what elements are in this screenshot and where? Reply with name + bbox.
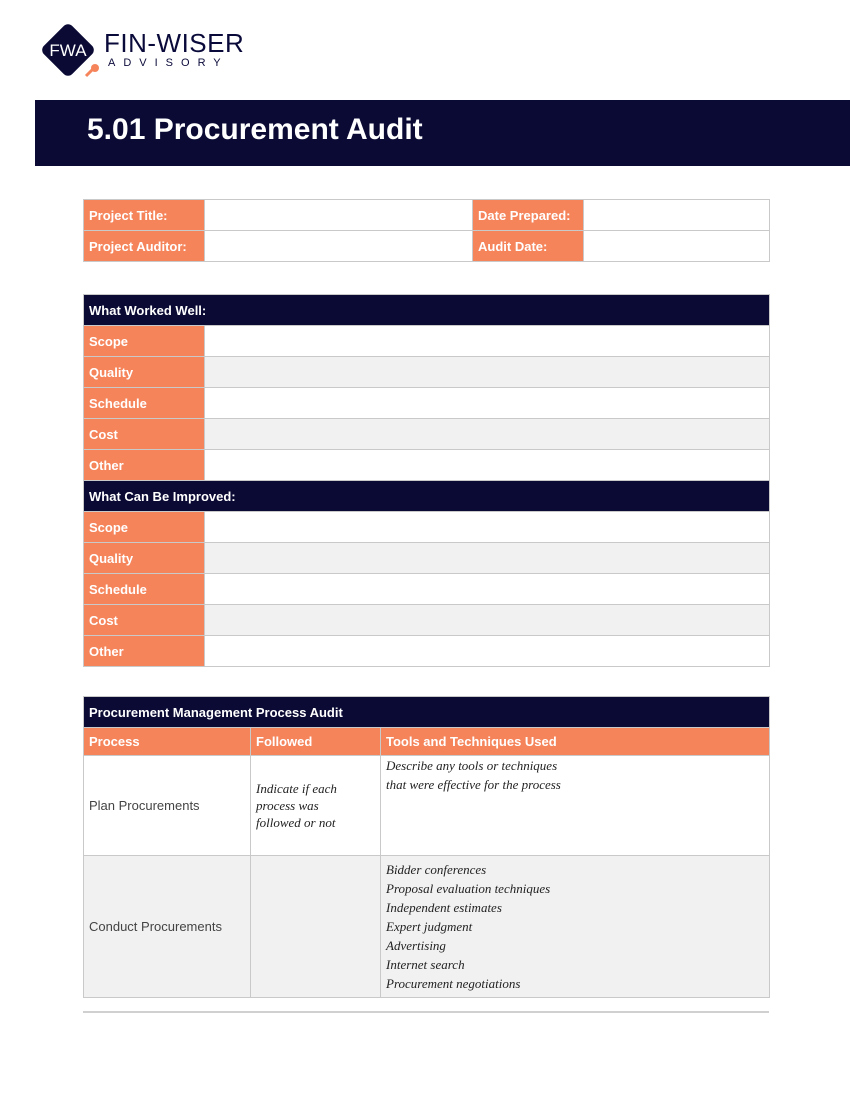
table-row	[84, 856, 770, 998]
worked-well-heading: What Worked Well:	[84, 295, 770, 326]
followed-field[interactable]	[251, 756, 381, 856]
table-row	[84, 326, 770, 357]
table-row	[84, 419, 770, 450]
project-auditor-field[interactable]	[205, 231, 473, 262]
process-name: Conduct Procurements	[84, 856, 251, 998]
logo-monogram: FWA	[49, 41, 87, 60]
improved-field[interactable]	[205, 574, 770, 605]
tools-line: Expert judgment	[386, 919, 473, 934]
tools-line: that were effective for the process	[386, 777, 561, 792]
table-row	[84, 200, 770, 231]
table-row	[84, 450, 770, 481]
brand-name: FIN-WISER	[104, 28, 245, 58]
worked-well-field[interactable]	[205, 450, 770, 481]
followed-hint-line: Indicate if each	[256, 781, 337, 796]
worked-well-field[interactable]	[205, 388, 770, 419]
process-name: Plan Procurements	[84, 756, 251, 856]
improved-label: Scope	[84, 512, 205, 543]
tools-line: Procurement negotiations	[386, 976, 521, 991]
fwa-logo-icon	[36, 22, 104, 82]
bottom-divider	[83, 1011, 769, 1013]
table-row	[84, 481, 770, 512]
table-row	[84, 388, 770, 419]
table-row	[84, 295, 770, 326]
page-title: 5.01 Procurement Audit	[87, 113, 423, 146]
process-audit-heading: Procurement Management Process Audit	[84, 697, 770, 728]
tools-line: Independent estimates	[386, 900, 502, 915]
followed-hint-line: followed or not	[256, 815, 336, 830]
improved-field[interactable]	[205, 605, 770, 636]
followed-hint-line: process was	[256, 798, 319, 813]
table-row	[84, 636, 770, 667]
improved-field[interactable]	[205, 543, 770, 574]
title-bar	[35, 100, 850, 166]
worked-well-field[interactable]	[205, 419, 770, 450]
table-row	[84, 512, 770, 543]
audit-date-label: Audit Date:	[473, 231, 584, 262]
tools-field[interactable]	[381, 856, 770, 998]
table-row	[84, 728, 770, 756]
company-logo	[36, 22, 246, 84]
tools-line: Describe any tools or techniques	[386, 758, 558, 773]
worked-well-label: Scope	[84, 326, 205, 357]
project-title-label: Project Title:	[84, 200, 205, 231]
improved-field[interactable]	[205, 636, 770, 667]
improved-label: Quality	[84, 543, 205, 574]
project-auditor-label: Project Auditor:	[84, 231, 205, 262]
column-header-process: Process	[84, 728, 251, 756]
process-audit-table	[83, 696, 770, 998]
improved-label: Cost	[84, 605, 205, 636]
worked-well-label: Schedule	[84, 388, 205, 419]
improved-field[interactable]	[205, 512, 770, 543]
worked-well-field[interactable]	[205, 326, 770, 357]
column-header-tools: Tools and Techniques Used	[381, 728, 770, 756]
worked-well-field[interactable]	[205, 357, 770, 388]
improved-label: Schedule	[84, 574, 205, 605]
table-row	[84, 543, 770, 574]
followed-field[interactable]	[251, 856, 381, 998]
project-info-table	[83, 199, 770, 262]
worked-well-label: Other	[84, 450, 205, 481]
brand-tagline: ADVISORY	[108, 57, 229, 69]
improved-label: Other	[84, 636, 205, 667]
date-prepared-field[interactable]	[584, 200, 770, 231]
tools-line: Advertising	[386, 938, 446, 953]
tools-line: Proposal evaluation techniques	[386, 881, 551, 896]
tools-field[interactable]	[381, 756, 770, 856]
project-title-field[interactable]	[205, 200, 473, 231]
worked-well-label: Quality	[84, 357, 205, 388]
improved-heading: What Can Be Improved:	[84, 481, 770, 512]
table-row	[84, 756, 770, 856]
table-row	[84, 605, 770, 636]
tools-line: Bidder conferences	[386, 862, 487, 877]
column-header-followed: Followed	[251, 728, 381, 756]
table-row	[84, 231, 770, 262]
tools-line: Internet search	[386, 957, 465, 972]
lessons-review-table	[83, 294, 770, 667]
table-row	[84, 357, 770, 388]
audit-date-field[interactable]	[584, 231, 770, 262]
table-row	[84, 574, 770, 605]
date-prepared-label: Date Prepared:	[473, 200, 584, 231]
table-row	[84, 697, 770, 728]
worked-well-label: Cost	[84, 419, 205, 450]
